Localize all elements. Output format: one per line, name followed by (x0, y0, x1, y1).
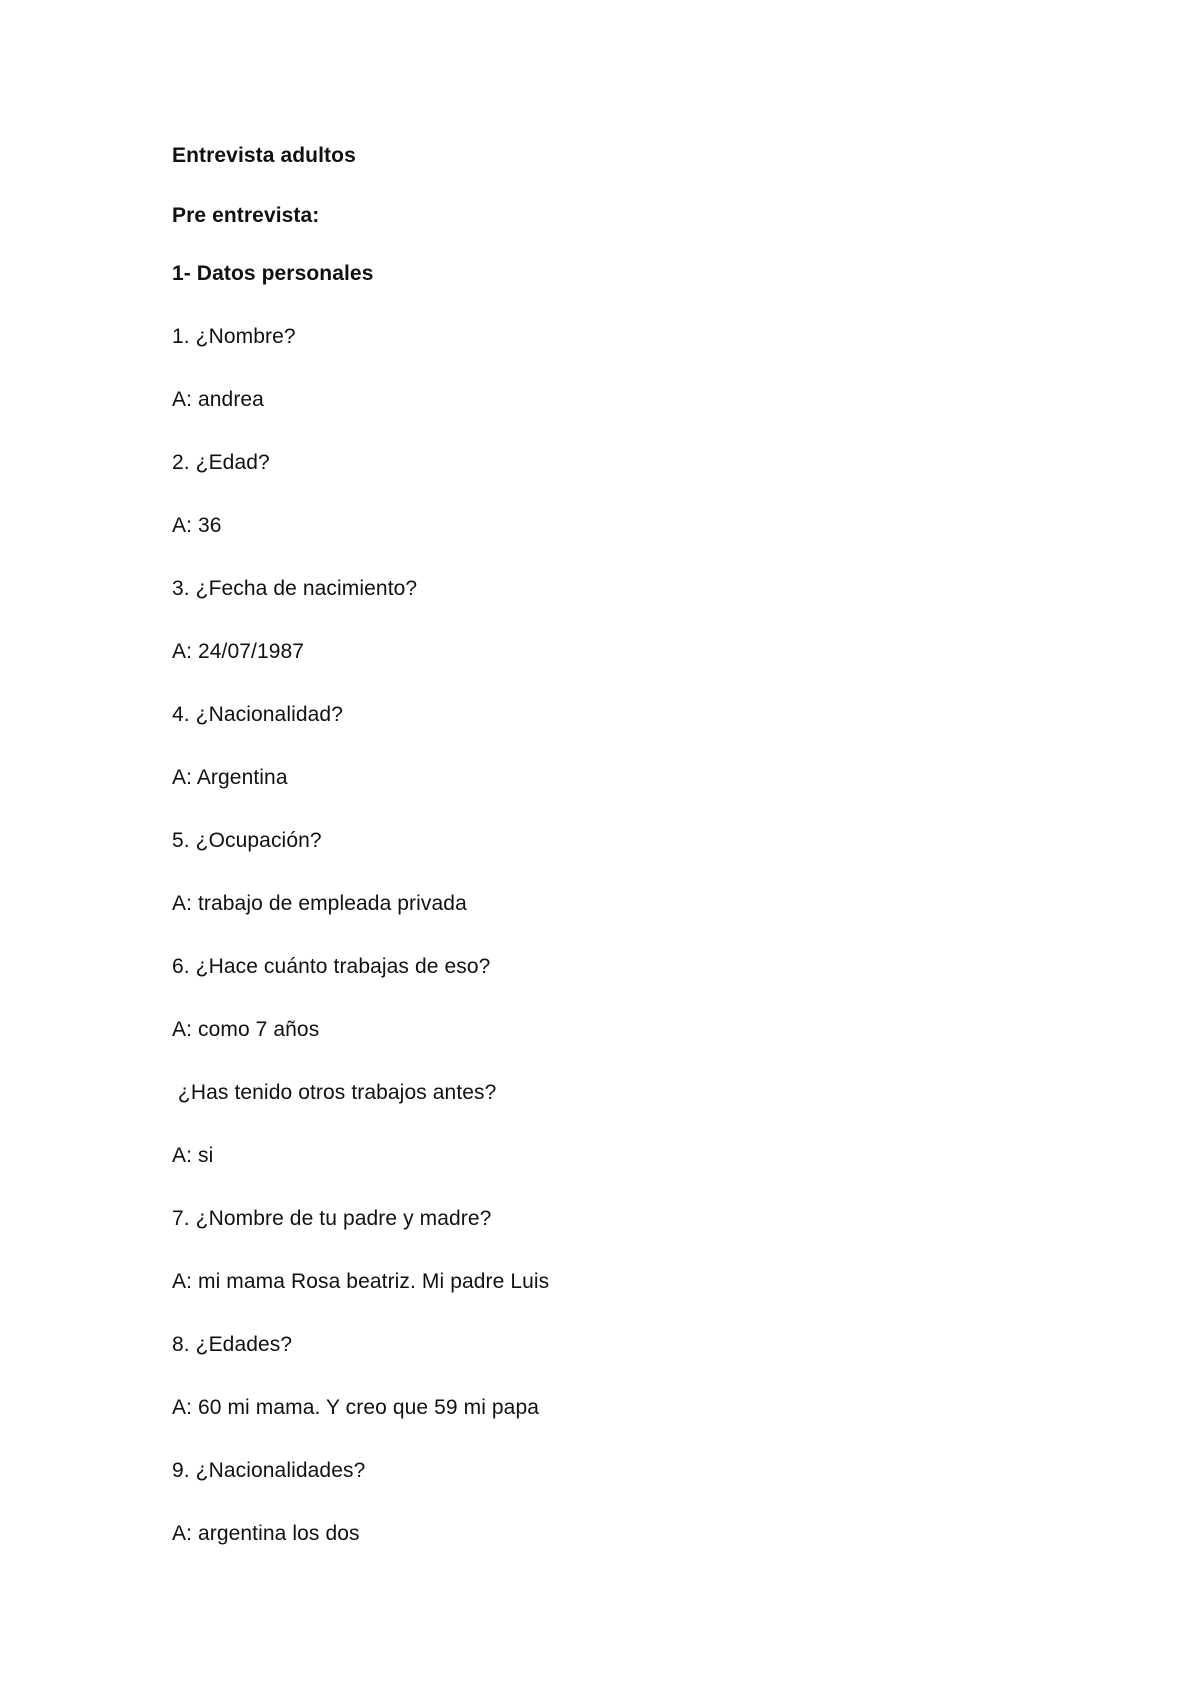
question-nombre-padres: 7. ¿Nombre de tu padre y madre? (172, 1207, 492, 1230)
question-nacionalidad: 4. ¿Nacionalidad? (172, 703, 343, 726)
question-otros-trabajos: ¿Has tenido otros trabajos antes? (172, 1081, 497, 1104)
question-fecha-nacimiento: 3. ¿Fecha de nacimiento? (172, 577, 418, 600)
question-edades: 8. ¿Edades? (172, 1333, 293, 1356)
answer-nombre: A: andrea (172, 388, 264, 411)
document-title: Entrevista adultos (172, 144, 356, 167)
question-nacionalidades: 9. ¿Nacionalidades? (172, 1459, 366, 1482)
answer-edades: A: 60 mi mama. Y creo que 59 mi papa (172, 1396, 540, 1419)
question-nombre: 1. ¿Nombre? (172, 325, 296, 348)
question-ocupacion: 5. ¿Ocupación? (172, 829, 322, 852)
answer-fecha-nacimiento: A: 24/07/1987 (172, 640, 305, 663)
answer-nacionalidades: A: argentina los dos (172, 1522, 360, 1545)
answer-tiempo-trabajo: A: como 7 años (172, 1018, 320, 1041)
answer-nacionalidad: A: Argentina (172, 766, 288, 789)
question-edad: 2. ¿Edad? (172, 451, 270, 474)
answer-nombre-padres: A: mi mama Rosa beatriz. Mi padre Luis (172, 1270, 550, 1293)
subsection-heading: 1- Datos personales (172, 262, 374, 285)
answer-otros-trabajos: A: si (172, 1144, 214, 1167)
answer-ocupacion: A: trabajo de empleada privada (172, 892, 467, 915)
answer-edad: A: 36 (172, 514, 222, 537)
section-heading: Pre entrevista: (172, 204, 320, 227)
question-tiempo-trabajo: 6. ¿Hace cuánto trabajas de eso? (172, 955, 491, 978)
